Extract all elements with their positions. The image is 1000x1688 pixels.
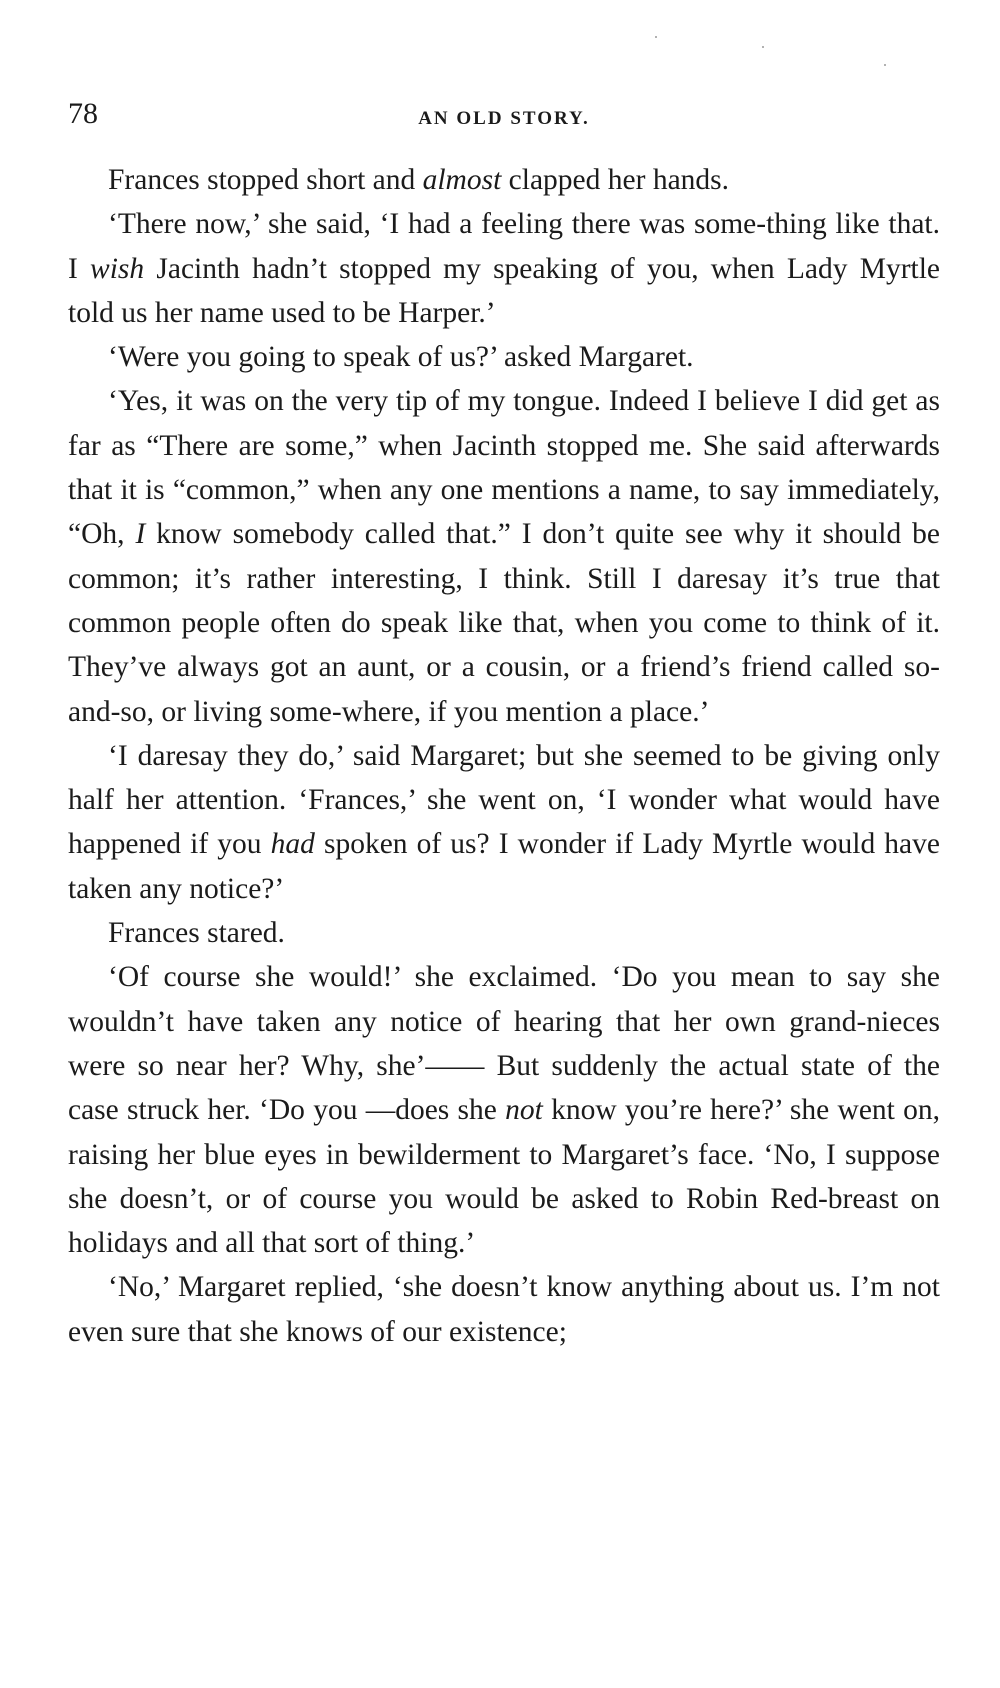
text-run: spoken of us? I wonder if Lady Myrtle would have taken any notice?’ [68, 828, 940, 905]
text-run: Jacinth hadn’t stopped my speaking of you, when Lady Myrtle told us her name used to be Harper.’ [68, 252, 941, 329]
text-run: clapped her hands. [501, 164, 730, 196]
paragraph [68, 202, 940, 335]
text-run: ‘Of course she would!’ she exclaimed. ‘Do you mean to say she wouldn’t have taken any notice of hearing that her own grand-nieces were so near her? Why, she’—— But suddenly the actual state of the case struck her. ‘Do you —does she [68, 961, 940, 1127]
text-run: ‘No,’ Margaret replied, ‘she doesn’t know anything about us. I’m not even sure that she knows of our existence; [68, 1271, 940, 1348]
paper-speck [762, 46, 764, 48]
body-text [68, 158, 940, 1354]
italic-text: not [505, 1094, 543, 1127]
page-number: 78 [68, 97, 98, 130]
text-run: ‘Yes, it was on the very tip of my tongue. Indeed I believe I did get as far as “There are some,” when Jacinth stopped me. She said afterwards that it is “common,” when any one mentions a name, to say immediately, “Oh, [68, 385, 940, 551]
text-run: ‘Were you going to speak of us?’ asked Margaret. [108, 341, 694, 374]
running-head: AN OLD STORY. [418, 108, 590, 129]
paragraph [68, 911, 940, 955]
paragraph [68, 158, 940, 202]
text-run: Frances stared. [108, 917, 285, 950]
paragraph [68, 335, 940, 379]
paragraph [68, 955, 940, 1265]
italic-text: I [135, 518, 146, 551]
text-run: know somebody called that.” I don’t quite see why it should be common; it’s rather interesting, I think. Still I daresay it’s true that common people often do speak like that, when you come to think of it. They’ve always got an aunt, or a cousin, or a friend’s friend called so-and-so, or living some-where, if you mention a place.’ [68, 518, 940, 728]
text-run: know you’re here?’ she went on, raising her blue eyes in bewilderment to Margaret’s face. ‘No, I suppose she doesn’t, or of course you would be asked to Robin Red-breast on holidays and all that sort of thing.’ [68, 1094, 940, 1260]
text-run: ‘I daresay they do,’ said Margaret; but she seemed to be giving only half her attention. ‘Frances,’ she went on, ‘I wonder what would have happened if you [68, 739, 940, 861]
italic-text: wish [90, 252, 145, 285]
text-run: Frances stopped short and [108, 164, 423, 196]
paragraph [68, 1265, 940, 1354]
paragraph [68, 379, 940, 733]
page-header [68, 98, 940, 138]
italic-text: had [270, 828, 315, 861]
paper-speck [884, 64, 886, 66]
paper-speck [655, 36, 657, 38]
paragraph [68, 734, 940, 911]
italic-text: almost [422, 164, 502, 196]
text-run: ‘There now,’ she said, ‘I had a feeling there was some-thing like that. I [68, 208, 940, 285]
